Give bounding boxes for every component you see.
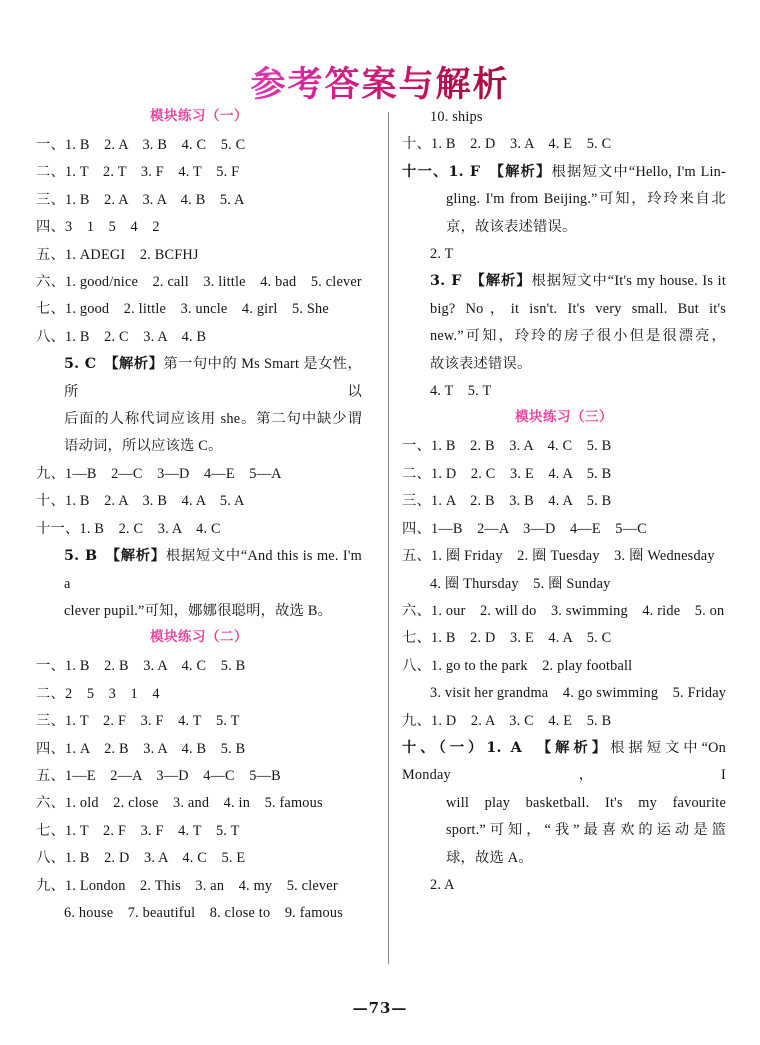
answer-line: 一、1. B 2. B 3. A 4. C 5. B — [402, 438, 612, 455]
answer-line: 二、1. D 2. C 3. E 4. A 5. B — [402, 465, 612, 482]
answer-line: 五、1—E 2—A 3—D 4—C 5—B — [36, 767, 281, 784]
section-heading-module-1: 模块练习（一） — [150, 108, 248, 124]
page-title: 参考答案与解析 — [250, 57, 509, 107]
answer-line: 五、1. 圈 Friday 2. 圈 Tuesday 3. 圈 Wednesday — [402, 548, 715, 565]
answer-line: 2. A — [430, 876, 455, 893]
explanation-block — [402, 735, 726, 872]
explanation-text: 故该表述错误。 — [430, 355, 532, 372]
answer-line: 七、1. B 2. D 3. E 4. A 5. C — [402, 630, 612, 647]
column-divider — [388, 112, 389, 964]
answer-line: 三、1. A 2. B 3. B 4. A 5. B — [402, 493, 612, 510]
answer-line: 九、1—B 2—C 3—D 4—E 5—A — [36, 465, 282, 482]
answer-line: 四、3 1 5 4 2 — [36, 219, 160, 236]
answer-line: 八、1. go to the park 2. play football — [402, 657, 633, 674]
answer-line: 九、1. D 2. A 3. C 4. E 5. B — [402, 712, 612, 729]
explanation-text: 后面的人称代词应该用 she。第二句中缺少谓 — [64, 411, 362, 428]
answer-line: 十一、1. B 2. C 3. A 4. C — [36, 520, 221, 537]
explanation-text: big? No，it isn't. It's very small. But it's — [430, 300, 726, 317]
answer-line: 八、1. B 2. C 3. A 4. B — [36, 328, 207, 345]
answer-line: 五、1. ADEGI 2. BCFHJ — [36, 246, 199, 263]
explanation-block — [36, 351, 362, 461]
explanation-text: 球，故选 A。 — [446, 849, 533, 866]
answer-line: 六、1. old 2. close 3. and 4. in 5. famous — [36, 795, 323, 812]
two-column-body — [0, 104, 760, 966]
answer-line: 六、1. good/nice 2. call 3. little 4. bad 5. clever — [36, 274, 362, 291]
explanation-lead: 十一、1. F 【解析】 — [402, 163, 552, 180]
explanation-lead: 5. B 【解析】 — [64, 548, 166, 565]
section-heading-module-2: 模块练习（二） — [150, 629, 248, 646]
answer-line: 一、1. B 2. A 3. B 4. C 5. C — [36, 137, 246, 153]
explanation-text: 第一句中的 Ms Smart 是女性，所以 — [64, 356, 362, 400]
answer-line: 九、1. London 2. This 3. an 4. my 5. clever — [36, 877, 338, 894]
answer-line: 二、2 5 3 1 4 — [36, 685, 160, 702]
explanation-block — [402, 268, 726, 378]
left-column — [0, 104, 380, 966]
explanation-text: sport.”可知，“我”最喜欢的运动是篮 — [446, 822, 726, 839]
section-heading-module-3: 模块练习（三） — [515, 409, 613, 426]
explanation-text: 根据短文中“Hello, I'm Lin- — [551, 163, 726, 180]
answer-line: 十、1. B 2. A 3. B 4. A 5. A — [36, 493, 245, 510]
answer-line: 七、1. T 2. F 3. F 4. T 5. T — [36, 822, 240, 839]
explanation-lead: 十、（一）1. A 【解析】 — [402, 739, 611, 756]
explanation-text: 京，故该表述错误。 — [446, 218, 577, 235]
answer-line: 2. T — [430, 246, 454, 263]
explanation-text: gling. I'm from Beijing.”可知，玲玲来自北 — [446, 191, 726, 208]
explanation-block — [402, 159, 726, 241]
answer-line-continuation: 10. ships — [430, 109, 483, 125]
explanation-text: 根据短文中“And this is me. I'm a — [64, 548, 362, 592]
explanation-text: new.”可知，玲玲的房子很小但是很漂亮， — [430, 328, 726, 345]
explanation-lead: 5. C 【解析】 — [64, 356, 164, 373]
explanation-text: will play basketball. It's my favourite — [446, 794, 726, 811]
answer-line: 三、1. B 2. A 3. A 4. B 5. A — [36, 191, 245, 208]
answer-line: 一、1. B 2. B 3. A 4. C 5. B — [36, 658, 246, 675]
answer-line-continuation: 3. visit her grandma 4. go swimming 5. Friday — [430, 685, 727, 702]
answer-line: 4. T 5. T — [430, 383, 492, 400]
answer-line-continuation: 6. house 7. beautiful 8. close to 9. famous — [64, 904, 344, 921]
explanation-block — [36, 543, 362, 625]
explanation-text: 根据短文中“It's my house. Is it — [531, 273, 726, 290]
answer-line: 六、1. our 2. will do 3. swimming 4. ride 5. on — [402, 602, 725, 619]
answer-line: 八、1. B 2. D 3. A 4. C 5. E — [36, 850, 246, 867]
right-column — [380, 104, 760, 966]
answer-line: 七、1. good 2. little 3. uncle 4. girl 5. She — [36, 301, 329, 318]
explanation-lead: 3. F 【解析】 — [430, 273, 532, 290]
answer-line: 三、1. T 2. F 3. F 4. T 5. T — [36, 713, 240, 730]
page-number: —73— — [352, 999, 408, 1017]
answer-line: 二、1. T 2. T 3. F 4. T 5. F — [36, 164, 240, 181]
answer-line-continuation: 4. 圈 Thursday 5. 圈 Sunday — [430, 575, 611, 592]
answer-line: 四、1. A 2. B 3. A 4. B 5. B — [36, 740, 246, 757]
explanation-text: 根据短文中“On Monday，I — [402, 739, 727, 784]
answer-line: 十、1. B 2. D 3. A 4. E 5. C — [402, 136, 612, 153]
explanation-text: 语动词，所以应该选 C。 — [64, 438, 223, 455]
explanation-text: clever pupil.”可知，娜娜很聪明，故选 B。 — [64, 602, 333, 619]
answer-line: 四、1—B 2—A 3—D 4—E 5—C — [402, 520, 647, 537]
